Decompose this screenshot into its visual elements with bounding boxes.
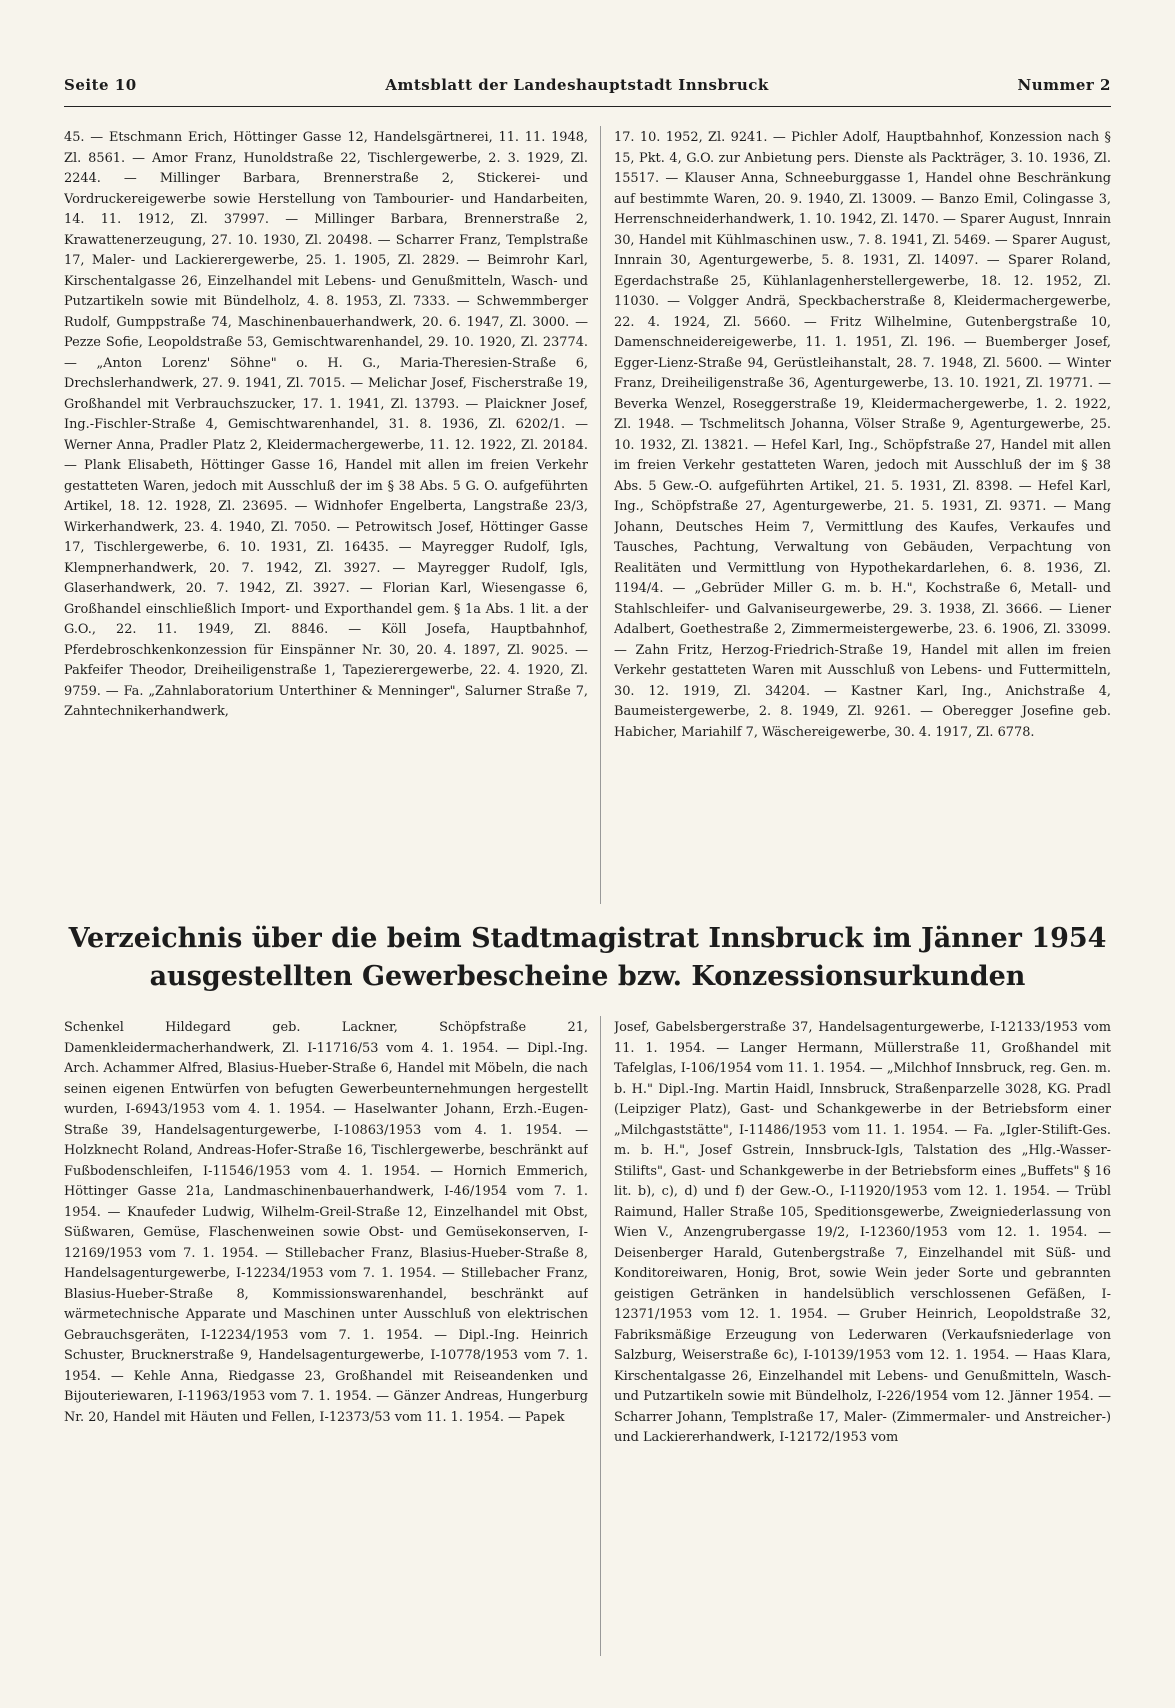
issue-number: Nummer 2 <box>1017 76 1111 94</box>
column-divider <box>600 126 601 904</box>
header-rule <box>64 106 1111 107</box>
section-heading-line-2: ausgestellten Gewerbescheine bzw. Konzessionsurkunden <box>149 961 1026 992</box>
bottom-left-column: Schenkel Hildegard geb. Lackner, Schöpfstraße 21, Damenkleidermacherhandwerk, Zl. I-11716/53 vom 4. 1. 1954. — Dipl.-Ing. Arch. Achammer Alfred, Blasius-Hueber-Straße 6, Handel mit Möbeln, die nach seinen eigenen Entwürfen von befugten Gewerbeunternehmungen hergestellt wurden, I-6943/1953 vom 4. 1. 1954. — Haselwanter Johann, Erzh.-Eugen-Straße 39, Handelsagenturgewerbe, I-10863/1953 vom 4. 1. 1954. — Holzknecht Roland, Andreas-Hofer-Straße 16, Tischlergewerbe, beschränkt auf Fußbodenschleifen, I-11546/1953 vom 4. 1. 1954. — Hornich Emmerich, Höttinger Gasse 21a, Landmaschinenbauerhandwerk, I-46/1954 vom 7. 1. 1954. — Knaufeder Ludwig, Wilhelm-Greil-Straße 12, Einzelhandel mit Obst, Süßwaren, Gemüse, Flaschenweinen sowie Obst- und Gemüsekonserven, I-12169/1953 vom 7. 1. 1954. — Stillebacher Franz, Blasius-Hueber-Straße 8, Handelsagenturgewerbe, I-12234/1953 vom 7. 1. 1954. — Stillebacher Franz, Blasius-Hueber-Straße 8, Kommissionswarenhandel, beschränkt auf wärmetechnische Apparate und Maschinen unter Ausschluß von elektrischen Gebrauchsgeräten, I-12234/1953 vom 7. 1. 1954. — Dipl.-Ing. Heinrich Schuster, Brucknerstraße 9, Handelsagenturgewerbe, I-10778/1953 vom 7. 1. 1954. — Kehle Anna, Riedgasse 23, Großhandel mit Reiseandenken und Bijouteriewaren, I-11963/1953 vom 7. 1. 1954. — Gänzer Andreas, Hungerburg Nr. 20, Handel mit Häuten und Fellen, I-12373/53 vom 11. 1. 1954. — Papek <box>64 1020 588 1425</box>
top-left-column: 45. — Etschmann Erich, Höttinger Gasse 12, Handelsgärtnerei, 11. 11. 1948, Zl. 8561. — Amor Franz, Hunoldstraße 22, Tischlergewerbe, 2. 3. 1929, Zl. 2244. — Millinger Barbara, Brennerstraße 2, Stickerei- und Vordruckereigewerbe sowie Herstellung von Tambourier- und Handarbeiten, 14. 11. 1912, Zl. 37997. — Millinger Barbara, Brennerstraße 2, Krawattenerzeugung, 27. 10. 1930, Zl. 20498. — Scharrer Franz, Templstraße 17, Maler- und Lackierergewerbe, 25. 1. 1905, Zl. 2829. — Beimrohr Karl, Kirschentalgasse 26, Einzelhandel mit Lebens- und Genußmitteln, Wasch- und Putzartikeln sowie mit Bündelholz, 4. 8. 1953, Zl. 7333. — Schwemmberger Rudolf, Gumppstraße 74, Maschinenbauerhandwerk, 20. 6. 1947, Zl. 3000. — Pezze Sofie, Leopoldstraße 53, Gemischtwarenhandel, 29. 10. 1920, Zl. 23774. — „Anton Lorenz' Söhne" o. H. G., Maria-Theresien-Straße 6, Drechslerhandwerk, 27. 9. 1941, Zl. 7015. — Melichar Josef, Fischerstraße 19, Großhandel mit Verbrauchszucker, 17. 1. 1941, Zl. 13793. — Plaickner Josef, Ing.-Fischler-Straße 4, Gemischtwarenhandel, 31. 8. 1936, Zl. 6202/1. — Werner Anna, Pradler Platz 2, Kleidermachergewerbe, 11. 12. 1922, Zl. 20184. — Plank Elisabeth, Höttinger Gasse 16, Handel mit allen im freien Verkehr gestatteten Waren, jedoch mit Ausschluß der im § 38 Abs. 5 G. O. aufgeführten Artikel, 18. 12. 1928, Zl. 23695. — Widnhofer Engelberta, Langstraße 23/3, Wirkerhandwerk, 23. 4. 1940, Zl. 7050. — Petrowitsch Josef, Höttinger Gasse 17, Tischlergewerbe, 6. 10. 1931, Zl. 16435. — Mayregger Rudolf, Igls, Klempnerhandwerk, 20. 7. 1942, Zl. 3927. — Mayregger Rudolf, Igls, Glaserhandwerk, 20. 7. 1942, Zl. 3927. — Florian Karl, Wiesengasse 6, Großhandel einschließlich Import- und Exporthandel gem. § 1a Abs. 1 lit. a der G.O., 22. 11. 1949, Zl. 8846. — Köll Josefa, Hauptbahnhof, Pferdebroschkenkonzession für Einspänner Nr. 30, 20. 4. 1897, Zl. 9025. — Pakfeifer Theodor, Dreiheiligenstraße 1, Tapezierergewerbe, 22. 4. 1920, Zl. 9759. — Fa. „Zahnlaboratorium Unterthiner & Menninger", Salurner Straße 7, Zahntechnikerhandwerk, <box>64 130 588 719</box>
page-number: Seite 10 <box>64 76 137 94</box>
section-heading-line-1: Verzeichnis über die beim Stadtmagistrat Innsbruck im Jänner 1954 <box>68 923 1107 954</box>
publication-title: Amtsblatt der Landeshauptstadt Innsbruck <box>385 76 769 94</box>
column-divider <box>600 1016 601 1656</box>
top-right-column: 17. 10. 1952, Zl. 9241. — Pichler Adolf, Hauptbahnhof, Konzession nach § 15, Pkt. 4, G.O. zur Anbietung pers. Dienste als Packträger, 3. 10. 1936, Zl. 15517. — Klauser Anna, Schneeburggasse 1, Handel ohne Beschränkung auf bestimmte Waren, 20. 9. 1940, Zl. 13009. — Banzo Emil, Colingasse 3, Herrenschneiderhandwerk, 1. 10. 1942, Zl. 1470. — Sparer August, Innrain 30, Handel mit Kühlmaschinen usw., 7. 8. 1941, Zl. 5469. — Sparer August, Innrain 30, Agenturgewerbe, 5. 8. 1931, Zl. 14097. — Sparer Roland, Egerdachstraße 25, Kühlanlagenherstellergewerbe, 18. 12. 1952, Zl. 11030. — Volgger Andrä, Speckbacherstraße 8, Kleidermachergewerbe, 22. 4. 1924, Zl. 5660. — Fritz Wilhelmine, Gutenbergstraße 10, Damenschneidereigewerbe, 11. 1. 1951, Zl. 196. — Buemberger Josef, Egger-Lienz-Straße 94, Gerüstleihanstalt, 28. 7. 1948, Zl. 5600. — Winter Franz, Dreiheiligenstraße 36, Agenturgewerbe, 13. 10. 1921, Zl. 19771. — Beverka Wenzel, Roseggerstraße 19, Kleidermachergewerbe, 1. 2. 1922, Zl. 1948. — Tschmelitsch Johanna, Völser Straße 9, Agenturgewerbe, 25. 10. 1932, Zl. 13821. — Hefel Karl, Ing., Schöpfstraße 27, Handel mit allen im freien Verkehr gestatteten Waren, jedoch mit Ausschluß der im § 38 Abs. 5 Gew.-O. aufgeführten Artikel, 21. 5. 1931, Zl. 8398. — Hefel Karl, Ing., Schöpfstraße 27, Agenturgewerbe, 21. 5. 1931, Zl. 9371. — Mang Johann, Deutsches Heim 7, Vermittlung des Kaufes, Verkaufes und Tausches, Pachtung, Verwaltung von Gebäuden, Verpachtung von Realitäten und Vermittlung von Hypothekardarlehen, 6. 8. 1936, Zl. 1194/4. — „Gebrüder Miller G. m. b. H.", Kochstraße 6, Metall- und Stahlschleifer- und Galvaniseurgewerbe, 29. 3. 1938, Zl. 3666. — Liener Adalbert, Goethestraße 2, Zimmermeistergewerbe, 23. 6. 1906, Zl. 33099. — Zahn Fritz, Herzog-Friedrich-Straße 19, Handel mit allen im freien Verkehr gestatteten Waren mit Ausschluß von Lebens- und Futtermitteln, 30. 12. 1919, Zl. 34204. — Kastner Karl, Ing., Anichstraße 4, Baumeistergewerbe, 2. 8. 1949, Zl. 9261. — Oberegger Josefine geb. Habicher, Mariahilf 7, Wäschereigewerbe, 30. 4. 1917, Zl. 6778. <box>614 130 1111 740</box>
bottom-right-column: Josef, Gabelsbergerstraße 37, Handelsagenturgewerbe, I-12133/1953 vom 11. 1. 1954. — Langer Hermann, Müllerstraße 11, Großhandel mit Tafelglas, I-106/1954 vom 11. 1. 1954. — „Milchhof Innsbruck, reg. Gen. m. b. H." Dipl.-Ing. Martin Haidl, Innsbruck, Straßenparzelle 3028, KG. Pradl (Leipziger Platz), Gast- und Schankgewerbe in der Betriebsform einer „Milchgaststätte", I-11486/1953 vom 11. 1. 1954. — Fa. „Igler-Stilift-Ges. m. b. H.", Josef Gstrein, Innsbruck-Igls, Talstation des „Hlg.-Wasser-Stilifts", Gast- und Schankgewerbe in der Betriebsform eines „Buffets" § 16 lit. b), c), d) und f) der Gew.-O., I-11920/1953 vom 12. 1. 1954. — Trübl Raimund, Haller Straße 105, Speditionsgewerbe, Zweigniederlassung von Wien V., Anzengrubergasse 19/2, I-12360/1953 vom 12. 1. 1954. — Deisenberger Harald, Gutenbergstraße 7, Einzelhandel mit Süß- und Konditoreiwaren, Honig, Brot, sowie Wein jeder Sorte und gebrannten geistigen Getränken in handelsüblich verschlossenen Gefäßen, I-12371/1953 vom 12. 1. 1954. — Gruber Heinrich, Leopoldstraße 32, Fabriksmäßige Erzeugung von Lederwaren (Verkaufsniederlage von Salzburg, Weiserstraße 6c), I-10139/1953 vom 12. 1. 1954. — Haas Klara, Kirschentalgasse 26, Einzelhandel mit Lebens- und Genußmitteln, Wasch- und Putzartikeln sowie mit Bündelholz, I-226/1954 vom 12. Jänner 1954. — Scharrer Johann, Templstraße 17, Maler- (Zimmermaler- und Anstreicher-) und Lackiererhandwerk, I-12172/1953 vom <box>614 1020 1111 1445</box>
page-header <box>64 76 1111 102</box>
section-heading <box>64 920 1111 996</box>
